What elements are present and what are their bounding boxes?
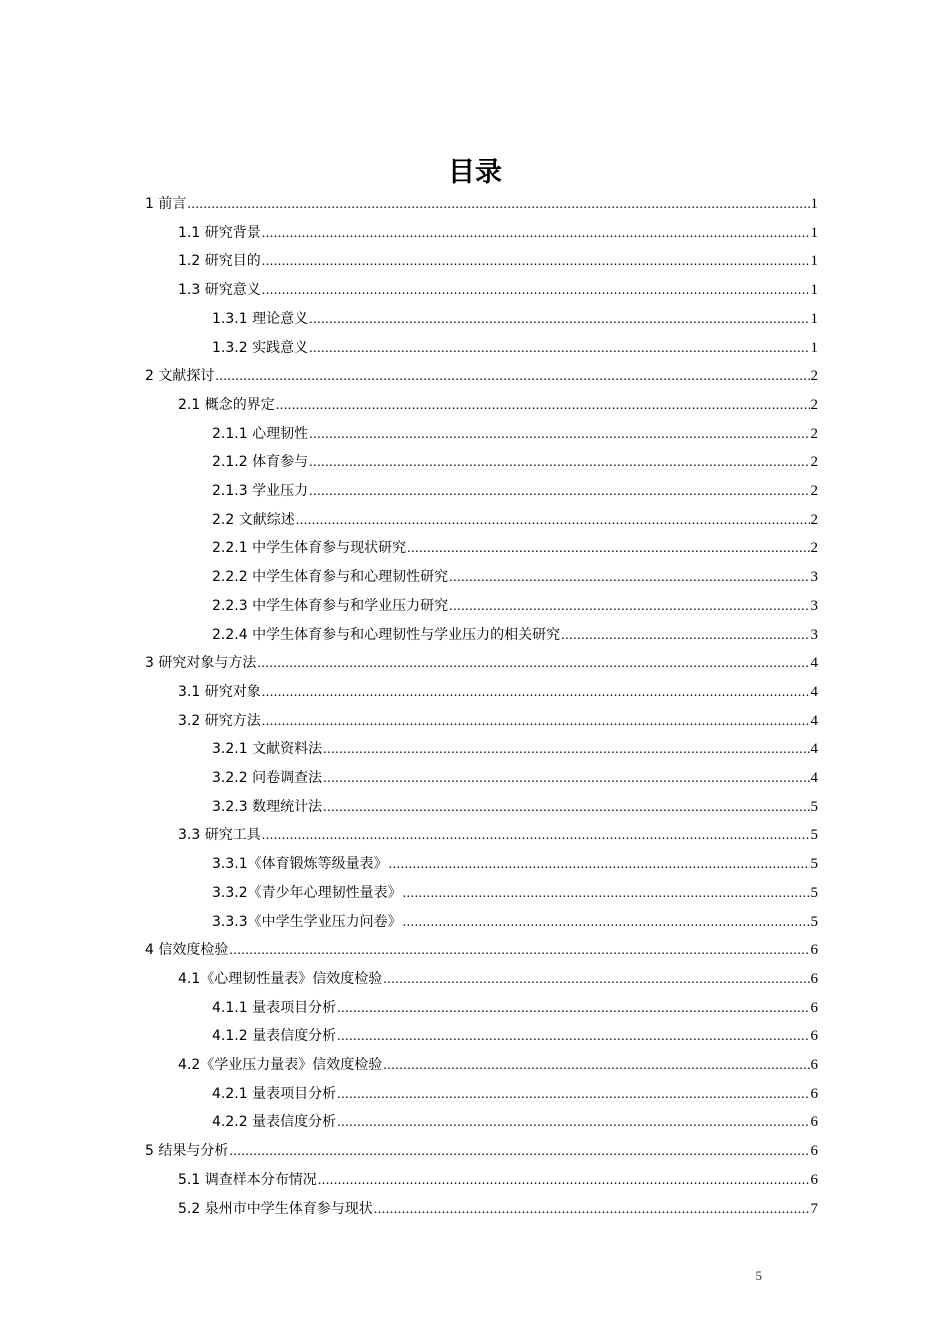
toc-entry[interactable]: [178, 1199, 818, 1219]
toc-dot-leader: [187, 195, 809, 215]
toc-dot-leader: [323, 740, 809, 760]
toc-entry-page: 1: [810, 310, 818, 327]
toc-entry[interactable]: [178, 825, 818, 845]
toc-entry-page: 2: [810, 368, 818, 385]
toc-entry-label: 4.1《心理韧性量表》信效度检验: [178, 970, 383, 987]
page-number: 5: [755, 1268, 762, 1283]
toc-entry-label: 4.2.2 量表信度分析: [212, 1114, 337, 1131]
toc-entry-page: 6: [810, 1171, 818, 1188]
toc-entry-page: 6: [810, 1143, 818, 1160]
toc-entry-page: 1: [810, 253, 818, 270]
toc-entry-label: 1.3.2 实践意义: [212, 339, 309, 356]
toc-dot-leader: [337, 1085, 809, 1105]
toc-entry[interactable]: [212, 797, 818, 817]
toc-entry[interactable]: [212, 854, 818, 874]
toc-entry-label: 3.2.3 数理统计法: [212, 798, 323, 815]
toc-entry[interactable]: [145, 1141, 818, 1161]
toc-dot-leader: [389, 855, 810, 875]
toc-entry-page: 3: [810, 626, 818, 643]
toc-dot-leader: [309, 339, 809, 359]
toc-entry[interactable]: [212, 883, 818, 903]
toc-dot-leader: [229, 1142, 809, 1162]
toc-entry-label: 3.2.1 文献资料法: [212, 741, 323, 758]
toc-entry-page: 6: [810, 1085, 818, 1102]
toc-dot-leader: [403, 884, 810, 904]
toc-entry-label: 2.2.3 中学生体育参与和学业压力研究: [212, 597, 449, 614]
toc-entry[interactable]: [178, 1055, 818, 1075]
toc-entry[interactable]: [178, 280, 818, 300]
toc-dot-leader: [229, 941, 809, 961]
toc-dot-leader: [262, 826, 810, 846]
toc-dot-leader: [276, 396, 810, 416]
toc-entry-label: 2.2.1 中学生体育参与现状研究: [212, 540, 407, 557]
toc-entry[interactable]: [145, 653, 818, 673]
toc-entry-label: 3.2.2 问卷调查法: [212, 770, 323, 786]
toc-entry-label: 2.2.2 中学生体育参与和心理韧性研究: [212, 569, 449, 586]
toc-entry-label: 3 研究对象与方法: [145, 655, 257, 672]
toc-dot-leader: [449, 568, 809, 588]
toc-entry-label: 1.1 研究背景: [178, 224, 261, 241]
toc-entry-label: 3.3 研究工具: [178, 827, 261, 844]
toc-entry-page: 4: [810, 655, 818, 672]
toc-entry-label: 4.1.2 量表信度分析: [212, 1028, 337, 1045]
toc-entry-label: 1.3 研究意义: [178, 282, 261, 299]
toc-entry-page: 1: [810, 196, 818, 212]
toc-entry[interactable]: [212, 1026, 818, 1046]
toc-entry-page: 1: [810, 282, 818, 299]
toc-dot-leader: [215, 367, 809, 387]
toc-dot-leader: [318, 1171, 810, 1191]
toc-entry-page: 6: [810, 1028, 818, 1045]
toc-dot-leader: [383, 1056, 809, 1076]
toc-dot-leader: [309, 453, 809, 473]
toc-entry[interactable]: [212, 1112, 818, 1132]
toc-entry-label: 1 前言: [145, 196, 187, 212]
toc-entry-page: 6: [810, 970, 818, 987]
toc-dot-leader: [323, 769, 809, 789]
toc-entry[interactable]: [212, 596, 818, 616]
toc-entry[interactable]: [178, 395, 818, 415]
toc-entry-label: 4.2.1 量表项目分析: [212, 1085, 337, 1102]
toc-entry-page: 4: [810, 741, 818, 758]
toc-entry-page: 5: [810, 884, 818, 901]
toc-dot-leader: [309, 310, 809, 330]
toc-entry[interactable]: [178, 1170, 818, 1190]
toc-dot-leader: [561, 626, 809, 646]
toc-entry[interactable]: [212, 309, 818, 329]
toc-entry-page: 7: [810, 1200, 818, 1217]
toc-entry-label: 5.2 泉州市中学生体育参与现状: [178, 1200, 373, 1217]
toc-dot-leader: [296, 511, 810, 531]
toc-entry-label: 2.1.2 体育参与: [212, 454, 309, 471]
toc-dot-leader: [337, 1113, 809, 1133]
toc-dot-leader: [262, 683, 810, 703]
toc-entry-page: 3: [810, 569, 818, 586]
toc-entry[interactable]: [178, 251, 818, 271]
toc-entry[interactable]: [178, 223, 818, 243]
toc-entry[interactable]: [212, 768, 818, 788]
toc-entry-label: 5 结果与分析: [145, 1143, 229, 1160]
toc-entry-label: 3.1 研究对象: [178, 683, 261, 700]
toc-entry[interactable]: [212, 481, 818, 501]
toc-entry[interactable]: [212, 510, 818, 530]
toc-dot-leader: [337, 999, 809, 1019]
toc-entry[interactable]: [212, 739, 818, 759]
toc-entry[interactable]: [212, 912, 818, 932]
toc-entry[interactable]: [212, 998, 818, 1018]
toc-entry-label: 3.3.1《体育锻炼等级量表》: [212, 856, 388, 873]
toc-dot-leader: [262, 252, 810, 272]
toc-dot-leader: [309, 425, 809, 445]
toc-entry-label: 1.2 研究目的: [178, 253, 261, 270]
toc-entry-label: 2 文献探讨: [145, 368, 215, 385]
toc-entry[interactable]: [145, 940, 818, 960]
toc-entry-page: 2: [810, 511, 818, 528]
toc-entry-page: 6: [810, 999, 818, 1016]
toc-dot-leader: [407, 539, 809, 559]
toc-entry[interactable]: [145, 194, 818, 214]
toc-dot-leader: [403, 913, 810, 933]
toc-dot-leader: [449, 597, 809, 617]
toc-entry-page: 6: [810, 1057, 818, 1073]
toc-entry-label: 4.1.1 量表项目分析: [212, 999, 337, 1016]
toc-entry-label: 2.1.3 学业压力: [212, 483, 309, 499]
toc-dot-leader: [383, 970, 809, 990]
toc-dot-leader: [323, 798, 809, 818]
toc-entry-label: 2.1.1 心理韧性: [212, 425, 309, 442]
toc-dot-leader: [262, 281, 810, 301]
toc-entry-page: 4: [810, 770, 818, 786]
toc-entry-page: 4: [810, 712, 818, 729]
toc-entry[interactable]: [212, 452, 818, 472]
toc-dot-leader: [374, 1200, 810, 1220]
toc-entry-page: 2: [810, 540, 818, 557]
toc-entry[interactable]: [212, 338, 818, 358]
toc-entry[interactable]: [212, 567, 818, 587]
toc-entry-label: 4.2《学业压力量表》信效度检验: [178, 1057, 383, 1073]
toc-entry[interactable]: [212, 1084, 818, 1104]
toc-entry-page: 1: [810, 339, 818, 356]
toc-entry-label: 3.2 研究方法: [178, 712, 261, 729]
toc-entry-page: 5: [810, 856, 818, 873]
toc-entry-label: 2.1 概念的界定: [178, 396, 275, 413]
toc-entry-label: 2.2.4 中学生体育参与和心理韧性与学业压力的相关研究: [212, 626, 561, 643]
toc-entry-page: 5: [810, 798, 818, 815]
toc-entry-label: 3.3.3《中学生学业压力问卷》: [212, 913, 402, 930]
toc-entry-label: 2.2 文献综述: [212, 511, 295, 528]
toc-entry[interactable]: [178, 969, 818, 989]
toc-entry-page: 5: [810, 913, 818, 930]
toc-entry-label: 1.3.1 理论意义: [212, 310, 309, 327]
toc-dot-leader: [262, 712, 810, 732]
toc-entry-page: 2: [810, 425, 818, 442]
toc-title: 目录: [448, 157, 502, 188]
toc-entry-page: 2: [810, 483, 818, 499]
toc-entry-label: 3.3.2《青少年心理韧性量表》: [212, 884, 402, 901]
toc-dot-leader: [262, 224, 810, 244]
toc-dot-leader: [309, 482, 809, 502]
toc-entry[interactable]: [212, 538, 818, 558]
toc-entry[interactable]: [212, 625, 818, 645]
toc-entry[interactable]: [145, 366, 818, 386]
toc-entry-page: 2: [810, 396, 818, 413]
toc-entry-label: 4 信效度检验: [145, 942, 229, 959]
toc-entry[interactable]: [178, 682, 818, 702]
toc-entry[interactable]: [178, 711, 818, 731]
toc-dot-leader: [257, 654, 809, 674]
toc-entry-page: 2: [810, 454, 818, 471]
toc-entry[interactable]: [212, 424, 818, 444]
toc-entry-page: 5: [810, 827, 818, 844]
toc-entry-page: 6: [810, 1114, 818, 1131]
toc-dot-leader: [337, 1027, 809, 1047]
toc-entry-page: 1: [810, 224, 818, 241]
toc-entry-page: 3: [810, 597, 818, 614]
toc-entry-page: 6: [810, 942, 818, 959]
toc-entry-page: 4: [810, 683, 818, 700]
toc-entry-label: 5.1 调查样本分布情况: [178, 1171, 317, 1188]
